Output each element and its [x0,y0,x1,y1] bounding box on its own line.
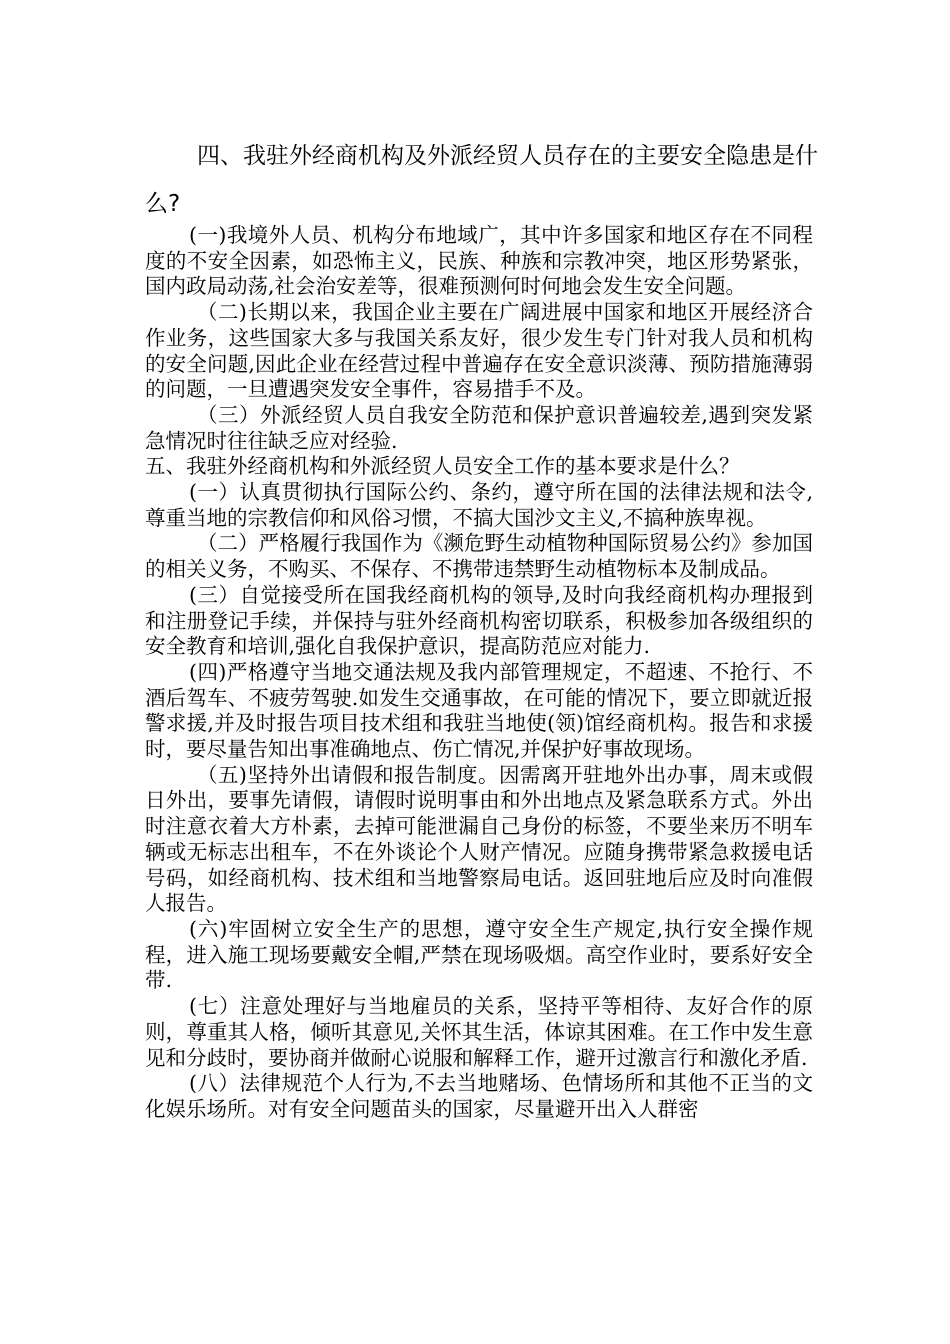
section-heading-five: 五、我驻外经商机构和外派经贸人员安全工作的基本要求是什么？ [145,454,740,479]
paragraph: (六)牢固树立安全生产的思想，遵守安全生产规定,执行安全操作规程，进入施工现场要戴安全帽,严禁在现场吸烟。高空作业时，要系好安全带. [145,916,813,993]
paragraph: (四)严格遵守当地交通法规及我内部管理规定，不超速、不抢行、不酒后驾车、不疲劳驾驶.如发生交通事故，在可能的情况下，要立即就近报警求援,并及时报告项目技术组和我驻当地使(领)馆经商机构。报告和求援时，要尽量告知出事准确地点、伤亡情况,并保护好事故现场。 [145,659,813,762]
paragraph: (七）注意处理好与当地雇员的关系，坚持平等相待、友好合作的原则，尊重其人格，倾听其意见,关怀其生活，体谅其困难。在工作中发生意见和分歧时，要协商并做耐心说服和解释工作，避开过激言行和激化矛盾. [145,994,813,1070]
paragraph: （五)坚持外出请假和报告制度。因需离开驻地外出办事，周末或假日外出，要事先请假，请假时说明事由和外出地点及紧急联系方式。外出时注意衣着大方朴素，去掉可能泄漏自己身份的标签，不要坐来历不明车辆或无标志出租车，不在外谈论个人财产情况。应随身携带紧急救援电话号码，如经商机构、技术组和当地警察局电话。返回驻地后应及时向准假人报告。 [145,762,813,916]
paragraph: (三）自觉接受所在国我经商机构的领导,及时向我经商机构办理报到和注册登记手续，并保持与驻外经商机构密切联系，积极参加各级组织的安全教育和培训,强化自我保护意识，提高防范应对能力. [145,582,813,659]
paragraph: (一）认真贯彻执行国际公约、条约，遵守所在国的法律法规和法令,尊重当地的宗教信仰和风俗习惯，不搞大国沙文主义,不搞种族卑视。 [145,480,813,530]
paragraph: （二)长期以来，我国企业主要在广阔进展中国家和地区开展经济合作业务，这些国家大多与我国关系友好，很少发生专门针对我人员和机构的安全问题,因此企业在经营过程中普遍存在安全意识淡薄、预防措施薄弱的问题，一旦遭遇突发安全事件，容易措手不及。 [145,300,813,402]
paragraph: (八）法律规范个人行为,不去当地赌场、色情场所和其他不正当的文化娱乐场所。对有安全问题苗头的国家，尽量避开出入人群密 [145,1071,813,1121]
section-heading-line-2: 么? [145,191,181,217]
section-heading-line-1: 四、我驻外经商机构及外派经贸人员存在的主要安全隐患是什 [197,143,818,169]
body-text [145,223,813,1123]
paragraph: (一)我境外人员、机构分布地域广，其中许多国家和地区存在不同程度的不安全因素，如恐怖主义，民族、种族和宗教冲突，地区形势紧张，国内政局动荡,社会治安差等，很难预测何时何地会发生安全问题。 [145,223,813,299]
paragraph: （二）严格履行我国作为《濒危野生动植物种国际贸易公约》参加国的相关义务，不购买、不保存、不携带违禁野生动植物标本及制成品。 [145,531,813,582]
paragraph: （三）外派经贸人员自我安全防范和保护意识普遍较差,遇到突发紧急情况时往往缺乏应对经验. [145,402,813,453]
